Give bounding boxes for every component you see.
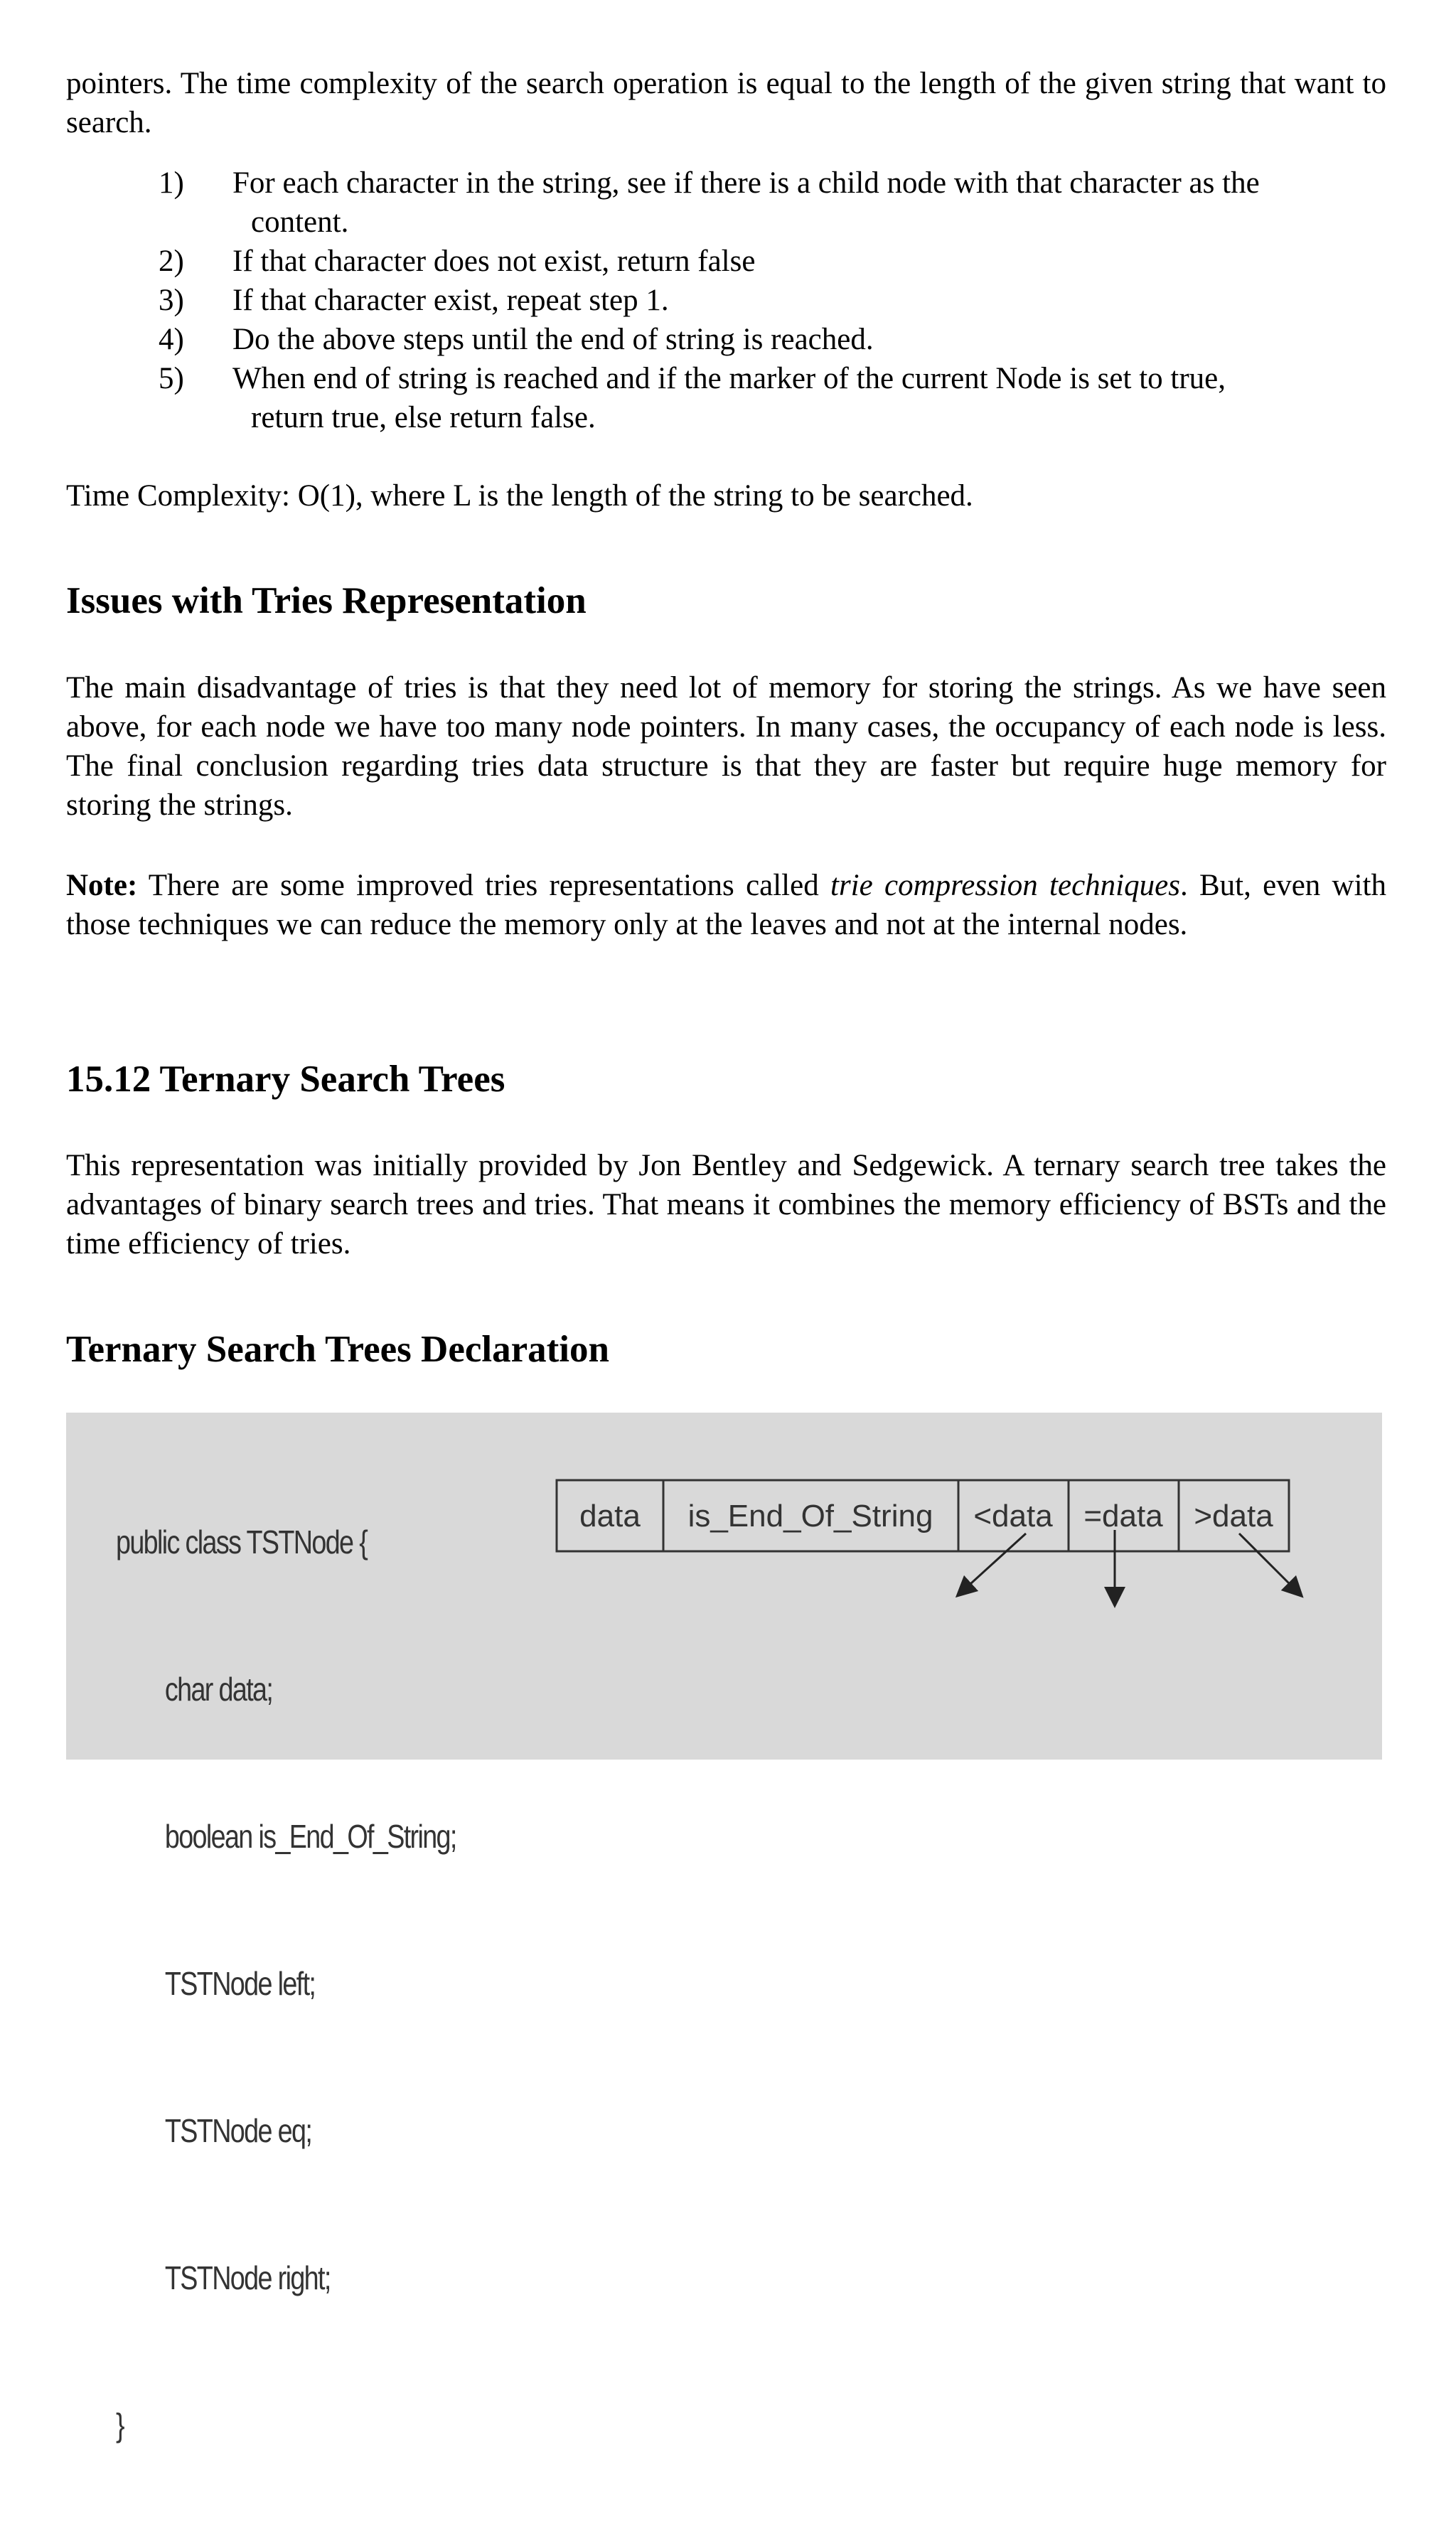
list-item	[66, 242, 1386, 281]
list-item	[66, 164, 1386, 242]
code-line: TSTNode left;	[164, 1965, 316, 2002]
code-line: }	[116, 2407, 124, 2443]
step-number: 1)	[159, 166, 184, 200]
code-line: TSTNode right;	[164, 2259, 331, 2296]
tst-node-figure	[66, 1413, 1382, 2443]
step-text: If that character does not exist, return false	[232, 245, 756, 278]
note-paragraph	[66, 866, 1386, 944]
section-heading-tst: 15.12 Ternary Search Trees	[66, 1059, 505, 1100]
note-italic-term: trie compression techniques	[830, 869, 1180, 902]
cell-left-label: <data	[973, 1499, 1053, 1533]
step-text: If that character exist, repeat step 1.	[232, 284, 669, 317]
right-pointer-arrow	[1239, 1533, 1296, 1590]
list-item	[66, 359, 1386, 437]
step-text: Do the above steps until the end of string is reached.	[232, 323, 874, 356]
list-item	[66, 281, 1386, 320]
list-item	[66, 320, 1386, 359]
issues-paragraph: The main disadvantage of tries is that they need lot of memory for storing the strings. As we have seen above, for each node we have too many node pointers. In many cases, the occupancy of each node is less. The final conclusion regarding tries data structure is that they are faster but require huge memory for storing the strings.	[66, 671, 1386, 822]
code-line: char data;	[164, 1671, 273, 1708]
step-number: 3)	[159, 284, 184, 317]
section-heading-issues: Issues with Tries Representation	[66, 580, 587, 621]
step-number: 2)	[159, 245, 184, 278]
section-heading-declaration: Ternary Search Trees Declaration	[66, 1329, 609, 1370]
code-line: TSTNode eq;	[164, 2112, 312, 2149]
note-text-after: . But, even with those techniques we can reduce the memory only at the leaves and not at the internal nodes.	[66, 869, 1387, 941]
note-text-before: There are some improved tries representations called	[137, 869, 830, 902]
step-text: For each character in the string, see if there is a child node with that character as the	[232, 166, 1260, 200]
step-continuation: return true, else return false.	[251, 401, 596, 434]
step-number: 5)	[159, 362, 184, 395]
time-complexity-text: Time Complexity: O(1), where L is the length of the string to be searched.	[66, 479, 973, 513]
intro-paragraph: pointers. The time complexity of the search operation is equal to the length of the given string that want to search.	[66, 67, 1386, 139]
left-pointer-arrow	[963, 1533, 1026, 1590]
tst-paragraph: This representation was initially provided by Jon Bentley and Sedgewick. A ternary search tree takes the advantages of binary search trees and tries. That means it combines the memory efficiency of BSTs and the time efficiency of tries.	[66, 1149, 1386, 1260]
node-layout-diagram	[66, 1413, 1382, 1760]
code-line: public class TSTNode {	[116, 1524, 368, 1561]
step-continuation: content.	[251, 205, 349, 239]
cell-data-label: data	[579, 1499, 641, 1533]
search-steps-list	[66, 164, 1386, 437]
note-label: Note:	[66, 869, 138, 902]
step-number: 4)	[159, 323, 184, 356]
code-line: boolean is_End_Of_String;	[164, 1818, 456, 1855]
step-text: When end of string is reached and if the marker of the current Node is set to true,	[232, 362, 1226, 395]
cell-end-marker-label: is_End_Of_String	[687, 1499, 933, 1533]
cell-eq-label: =data	[1083, 1499, 1163, 1533]
cell-right-label: >data	[1194, 1499, 1273, 1533]
